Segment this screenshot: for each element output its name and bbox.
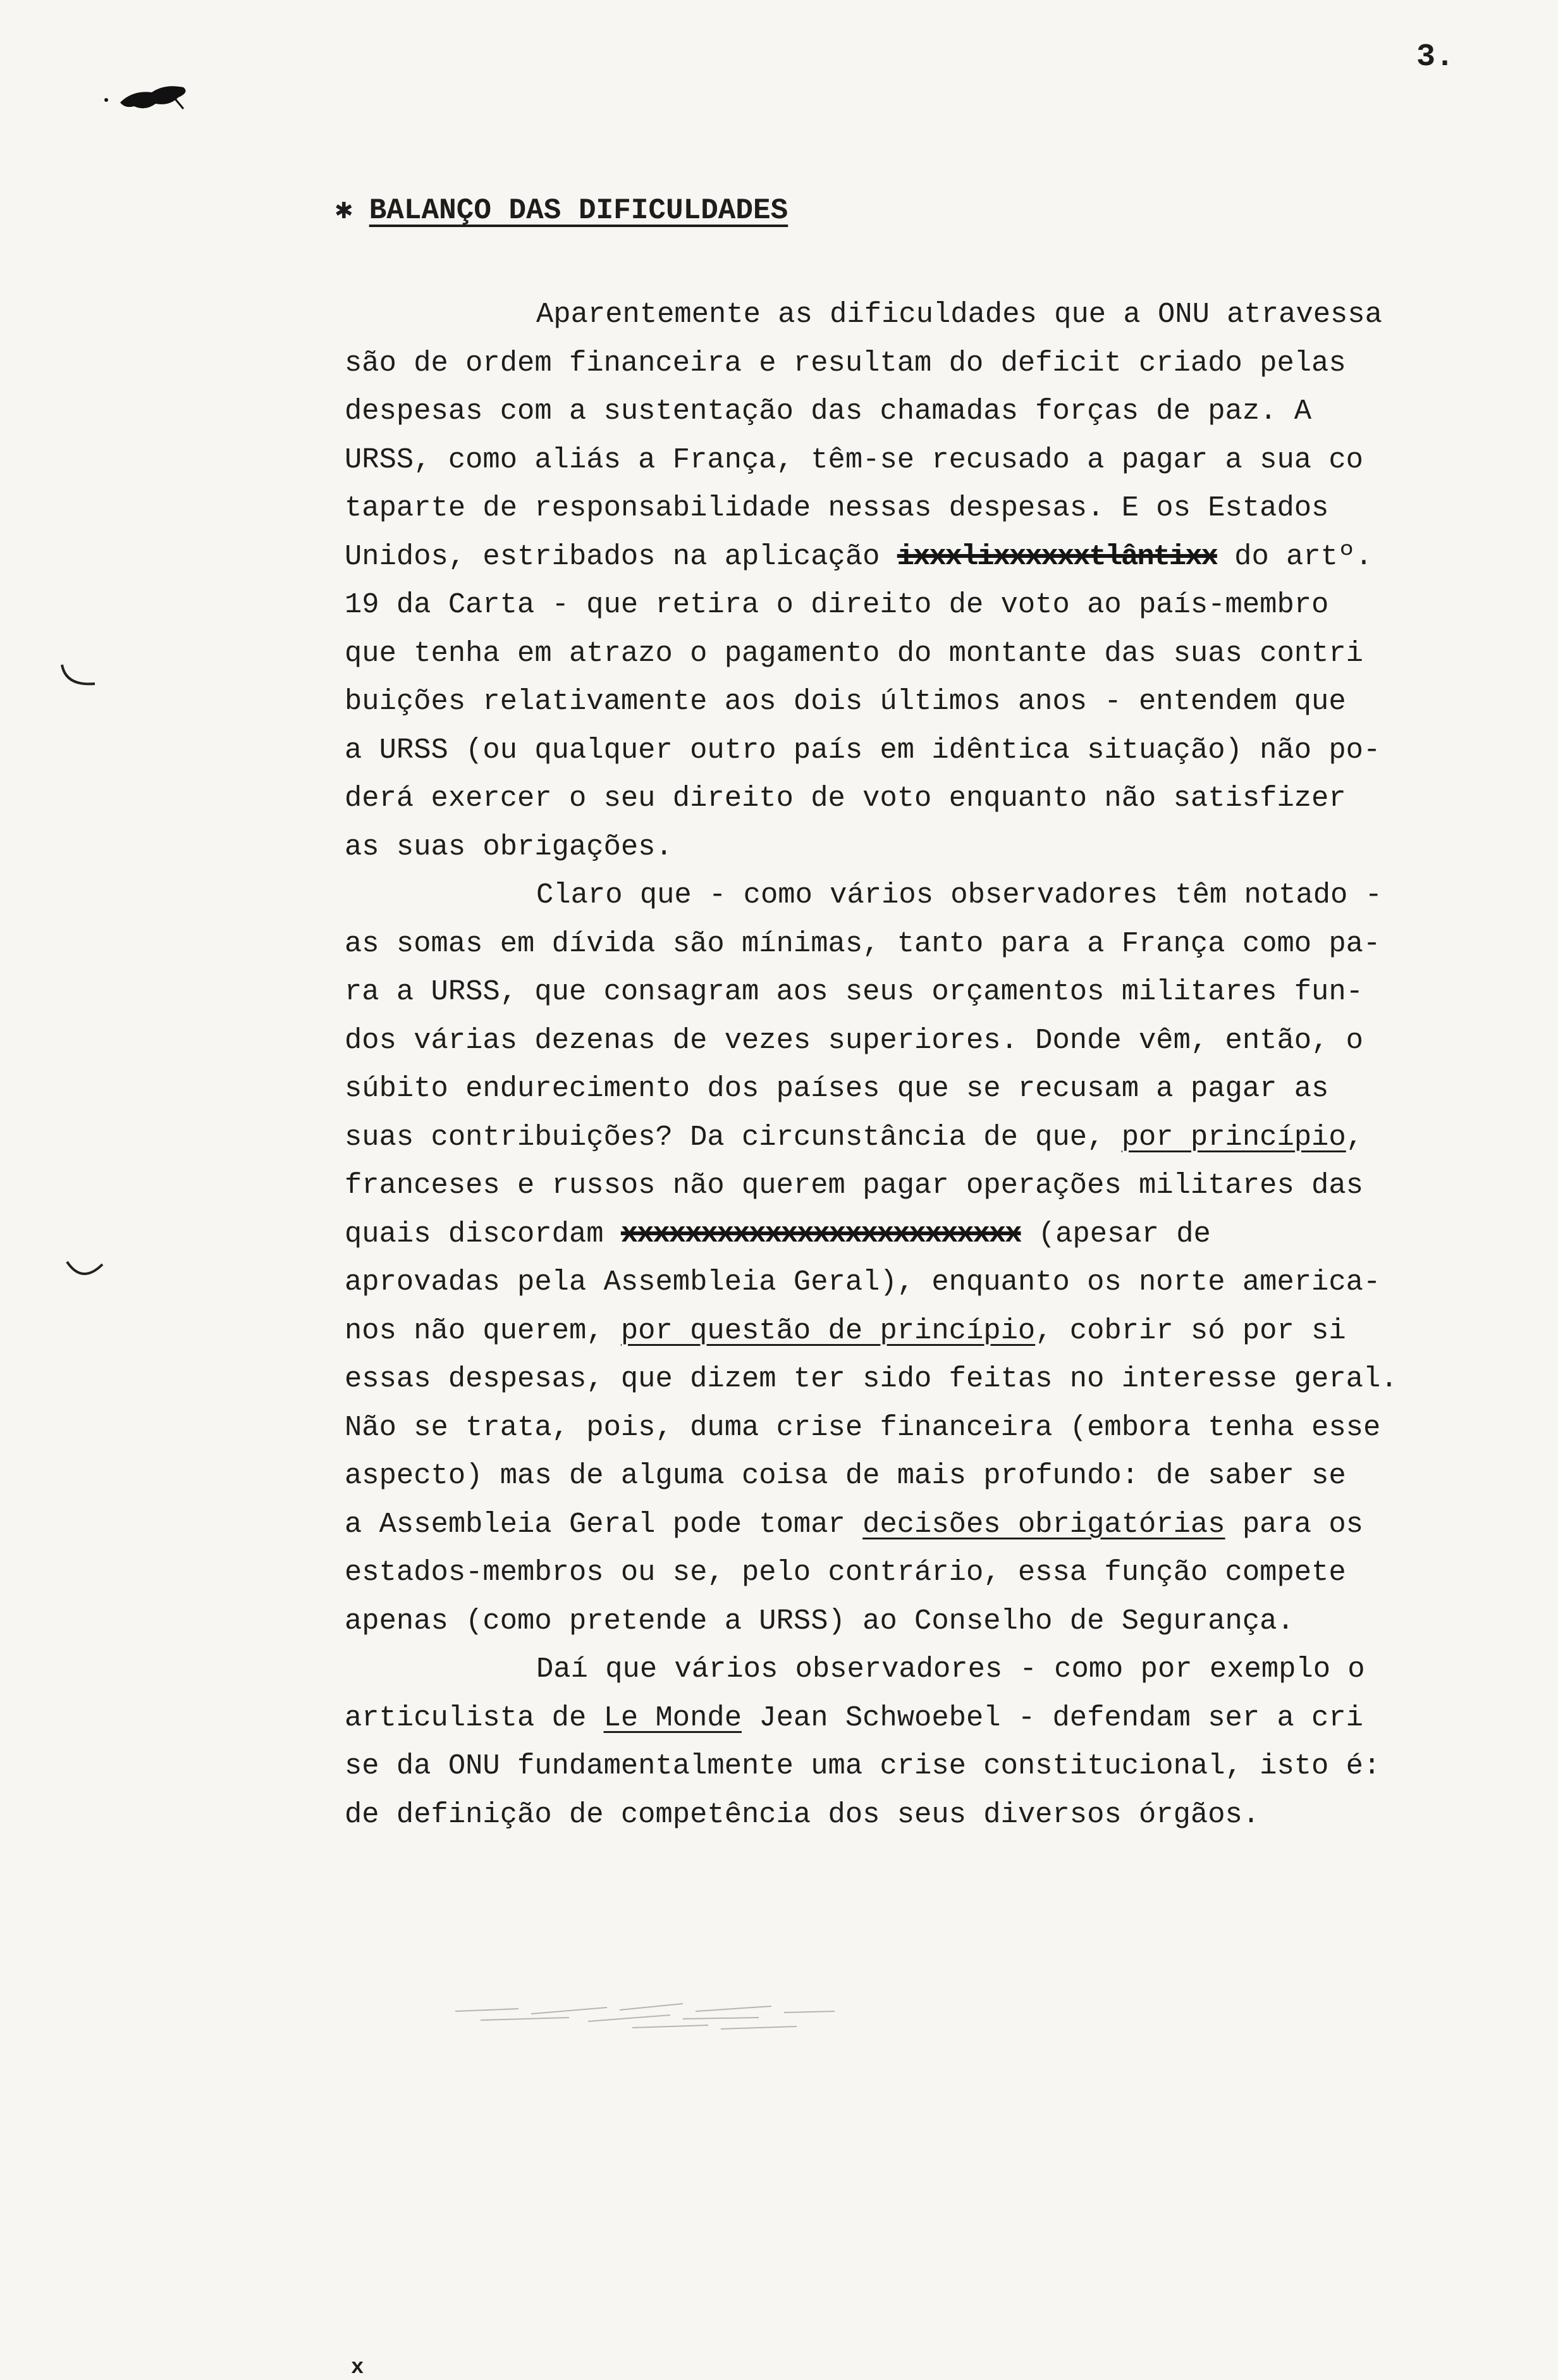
- text-line: [345, 1120, 1363, 1154]
- text-line: [345, 927, 1381, 960]
- text-segment: aprovadas pela Assembleia Geral), enquanto os norte america-: [345, 1266, 1381, 1298]
- text-line: [345, 1171, 1363, 1200]
- text-line: [345, 975, 1363, 1008]
- underlined-phrase: Le Monde: [603, 1701, 742, 1734]
- text-segment: taparte de responsabilidade nessas despesas. E os Estados: [345, 491, 1329, 524]
- text-line: [345, 1314, 1346, 1347]
- text-segment: Unidos, estribados na aplicação: [345, 540, 897, 573]
- text-segment: Aparentemente as dificuldades que a ONU atravessa: [536, 298, 1382, 331]
- footer-mark: x: [351, 2356, 364, 2380]
- text-segment: são de ordem financeira e resultam do deficit criado pelas: [345, 346, 1346, 379]
- text-segment: para os: [1225, 1507, 1363, 1541]
- text-segment: ,: [1346, 1120, 1363, 1154]
- text-line: [345, 830, 673, 863]
- margin-mark-top: [57, 661, 101, 699]
- text-line: [345, 1023, 1363, 1057]
- scan-smudge: [443, 1992, 847, 2037]
- text-segment: dos várias dezenas de vezes superiores. Donde vêm, então, o: [345, 1023, 1363, 1057]
- text-line: [345, 1362, 1398, 1395]
- text-segment: nos não querem,: [345, 1314, 621, 1347]
- text-line: [345, 1604, 1294, 1637]
- text-segment: estados-membros ou se, pelo contrário, essa função compete: [345, 1556, 1346, 1589]
- text-line: [345, 346, 1346, 379]
- text-line: [345, 1797, 1260, 1831]
- text-line: [536, 1655, 1365, 1684]
- text-segment: do artº.: [1217, 540, 1373, 573]
- text-line: [345, 1217, 1211, 1250]
- text-segment: Claro que - como vários observadores têm notado -: [536, 879, 1382, 911]
- text-line: [345, 687, 1346, 717]
- text-line: [345, 636, 1363, 670]
- text-segment: 19 da Carta - que retira o direito de voto ao país-membro: [345, 588, 1329, 621]
- text-segment: as somas em dívida são mínimas, tanto para a França como pa-: [345, 927, 1381, 960]
- text-line: [345, 1459, 1346, 1492]
- text-line: [345, 1749, 1381, 1782]
- text-segment: ra a URSS, que consagram aos seus orçamentos militares fun-: [345, 975, 1363, 1008]
- text-segment: aspecto) mas de alguma coisa de mais profundo: de saber se: [345, 1459, 1346, 1492]
- text-line: [345, 1072, 1329, 1105]
- text-segment: Jean Schwoebel - defendam ser a cri: [742, 1701, 1363, 1734]
- text-segment: as suas obrigações.: [345, 830, 673, 863]
- text-segment: Não se trata, pois, duma crise financeira (embora tenha esse: [345, 1410, 1381, 1444]
- underlined-phrase: decisões obrigatórias: [862, 1507, 1225, 1541]
- text-line: [345, 491, 1329, 524]
- text-segment: (apesar de: [1021, 1217, 1211, 1250]
- text-line: [345, 1558, 1346, 1588]
- text-segment: a URSS (ou qualquer outro país em idêntica situação) não po-: [345, 733, 1381, 767]
- text-line: [345, 397, 1311, 426]
- text-segment: URSS, como aliás a França, têm-se recusado a pagar a sua co: [345, 443, 1363, 476]
- text-line: [536, 300, 1382, 330]
- text-segment: se da ONU fundamentalmente uma crise constitucional, isto é:: [345, 1749, 1381, 1782]
- text-segment: que tenha em atrazo o pagamento do montante das suas contri: [345, 636, 1363, 670]
- text-segment: derá exercer o seu direito de voto enquanto não satisfizer: [345, 782, 1346, 815]
- text-segment: articulista de: [345, 1701, 604, 1734]
- text-segment: despesas com a sustentação das chamadas forças de paz. A: [345, 395, 1312, 428]
- section-heading: [335, 191, 788, 227]
- text-segment: suas contribuições? Da circunstância de que,: [345, 1120, 1122, 1154]
- text-segment: quais discordam: [345, 1217, 621, 1250]
- page-number: 3.: [1416, 39, 1455, 75]
- text-segment: Daí que vários observadores - como por exemplo o: [536, 1653, 1365, 1686]
- underlined-phrase: por questão de princípio: [620, 1314, 1036, 1347]
- text-line: [345, 588, 1329, 621]
- text-line: [345, 1410, 1381, 1444]
- text-line: [536, 881, 1382, 910]
- margin-mark-bottom: [63, 1255, 107, 1293]
- text-line: [345, 733, 1381, 767]
- text-line: [345, 1701, 1363, 1734]
- text-segment: , cobrir só por si: [1035, 1314, 1346, 1347]
- text-line: [345, 1507, 1363, 1541]
- text-line: [345, 784, 1346, 813]
- text-line: [345, 540, 1373, 573]
- ink-blot-mark: [95, 71, 196, 121]
- heading-marker: ✱: [335, 194, 353, 227]
- text-segment: súbito endurecimento dos países que se recusam a pagar as: [345, 1072, 1329, 1105]
- heading-title: BALANÇO DAS DIFICULDADES: [369, 194, 788, 227]
- text-line: [345, 1268, 1380, 1297]
- text-segment: buições relativamente aos dois últimos anos - entendem que: [345, 685, 1346, 718]
- text-segment: essas despesas, que dizem ter sido feitas no interesse geral.: [345, 1362, 1398, 1395]
- struck-out-text: xxxxxxxxxxxxxxxxxxxxxxxxx: [620, 1217, 1021, 1250]
- text-segment: franceses e russos não querem pagar operações militares das: [345, 1169, 1363, 1202]
- struck-out-text: ixxxlixxxxxxtlântixx: [897, 540, 1217, 573]
- text-segment: de definição de competência dos seus diversos órgãos.: [345, 1797, 1260, 1831]
- text-line: [345, 443, 1363, 476]
- underlined-phrase: por princípio: [1121, 1120, 1346, 1154]
- text-segment: a Assembleia Geral pode tomar: [345, 1507, 863, 1541]
- text-segment: apenas (como pretende a URSS) ao Conselho de Segurança.: [345, 1604, 1294, 1637]
